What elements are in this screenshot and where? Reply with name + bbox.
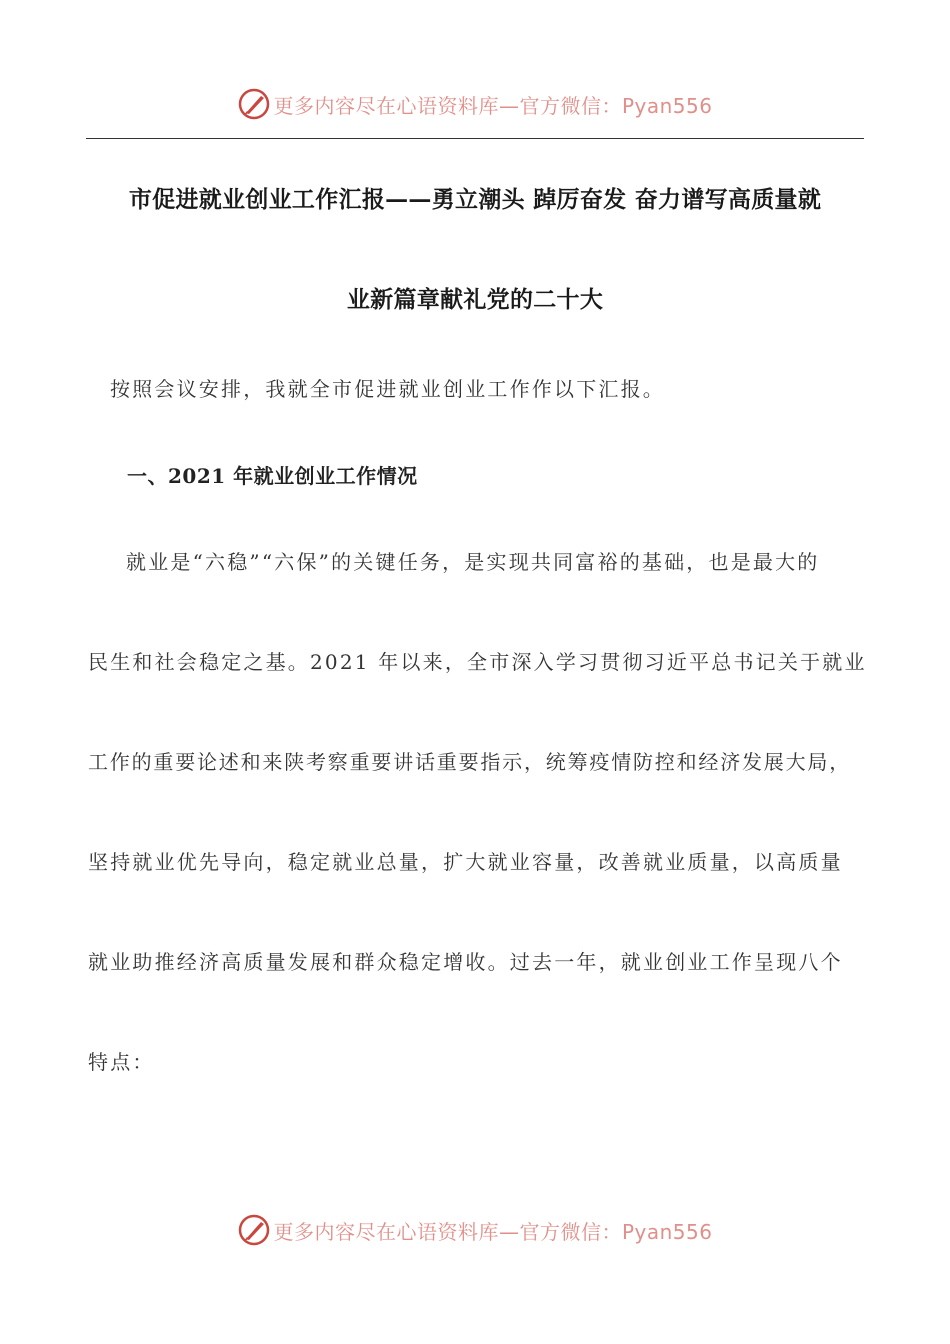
body-line: 就业是“六稳”“六保”的关键任务，是实现共同富裕的基础，也是最大的 <box>126 550 820 574</box>
document-title-line-2: 业新篇章献礼党的二十大 <box>346 286 604 313</box>
body-line: 就业助推经济高质量发展和群众稳定增收。过去一年，就业创业工作呈现八个 <box>88 950 843 974</box>
body-line: 民生和社会稳定之基。2021 年以来，全市深入学习贯彻习近平总书记关于就业 <box>88 650 867 674</box>
body-line: 工作的重要论述和来陕考察重要讲话重要指示，统筹疫情防控和经济发展大局， <box>88 750 851 774</box>
intro-paragraph: 按照会议安排，我就全市促进就业创业工作作以下汇报。 <box>110 377 665 401</box>
watermark-banner-top <box>0 84 950 124</box>
body-line: 坚持就业优先导向，稳定就业总量，扩大就业容量，改善就业质量，以高质量 <box>88 850 843 874</box>
body-line: 特点： <box>88 1050 155 1074</box>
watermark-text: 更多内容尽在心语资料库—官方微信：Pyan556 <box>273 93 713 118</box>
document-title-line-1: 市促进就业创业工作汇报——勇立潮头 踔厉奋发 奋力谱写高质量就 <box>128 186 822 213</box>
section-heading: 一、2021 年就业创业工作情况 <box>127 464 418 488</box>
quill-pen-circle-icon <box>237 87 271 121</box>
watermark-text: 更多内容尽在心语资料库—官方微信：Pyan556 <box>273 1219 713 1244</box>
watermark-banner-bottom <box>0 1210 950 1250</box>
header-divider <box>86 138 864 139</box>
quill-pen-circle-icon <box>237 1213 271 1247</box>
